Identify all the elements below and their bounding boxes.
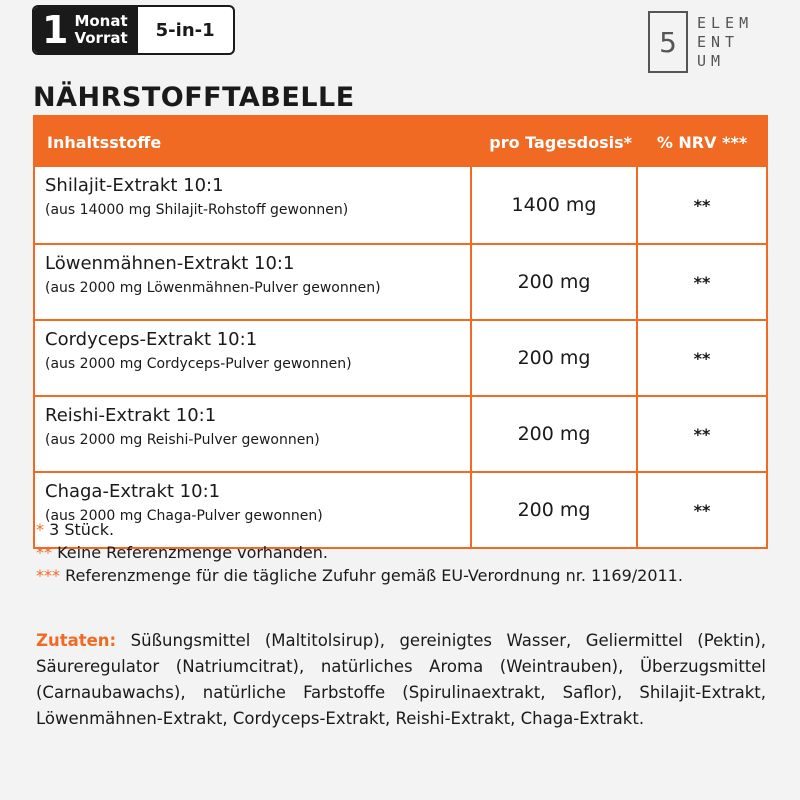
footnotes: [36, 518, 756, 587]
footnote-text: Keine Referenzmenge vorhanden.: [57, 543, 328, 562]
supply-number: 1: [42, 8, 69, 52]
header-dose: pro Tagesdosis*: [489, 132, 632, 152]
ingredient-cell: [35, 167, 472, 243]
footnote-mark: *: [36, 520, 44, 539]
logo-line2: ENT: [697, 32, 740, 51]
nrv-cell: **: [693, 195, 711, 215]
footnote: [36, 541, 756, 564]
ingredient-name: Chaga-Extrakt 10:1: [45, 481, 221, 502]
ingredient-source: (aus 2000 mg Reishi-Pulver gewonnen): [45, 432, 320, 448]
footnote: [36, 518, 756, 541]
footnote-text: Referenzmenge für die tägliche Zufuhr gemäß EU-Verordnung nr. 1169/2011.: [65, 566, 683, 585]
ingredient-source: (aus 2000 mg Löwenmähnen-Pulver gewonnen): [45, 280, 381, 296]
ingredients-list: [36, 628, 766, 732]
logo-line1: ELEM: [697, 13, 754, 32]
ingredient-name: Reishi-Extrakt 10:1: [45, 405, 217, 426]
header-nrv: % NRV ***: [656, 132, 748, 152]
supply-line1: Monat: [74, 12, 128, 30]
dose-cell: 1400 mg: [472, 167, 638, 243]
logo-line3: UM: [697, 51, 726, 70]
ingredient-source: (aus 2000 mg Chaga-Pulver gewonnen): [45, 508, 323, 524]
product-count-label: 5-in-1: [155, 19, 215, 41]
logo-numeral: 5: [648, 11, 688, 73]
ingredient-cell: [35, 321, 472, 395]
footnote-mark: **: [36, 543, 52, 562]
nrv-cell: **: [693, 348, 711, 368]
ingredient-name: Shilajit-Extrakt 10:1: [45, 175, 224, 196]
table-header: [35, 117, 766, 167]
dose-cell: 200 mg: [472, 473, 638, 547]
dose-cell: 200 mg: [472, 321, 638, 395]
ingredients-label: Zutaten:: [36, 631, 117, 650]
ingredient-source: (aus 14000 mg Shilajit-Rohstoff gewonnen): [45, 202, 349, 218]
supply-line2: Vorrat: [74, 29, 128, 47]
table-row: [35, 167, 766, 243]
ingredient-source: (aus 2000 mg Cordyceps-Pulver gewonnen): [45, 356, 352, 372]
brand-logo: [648, 11, 753, 73]
dose-cell: 200 mg: [472, 397, 638, 471]
supply-badge: [32, 5, 235, 55]
ingredient-name: Cordyceps-Extrakt 10:1: [45, 329, 258, 350]
nrv-cell: **: [693, 424, 711, 444]
ingredient-cell: [35, 245, 472, 319]
header-ingredient: Inhaltsstoffe: [47, 132, 162, 152]
nrv-cell: **: [693, 500, 711, 520]
footnote: [36, 564, 756, 587]
footnote-mark: ***: [36, 566, 60, 585]
table-row: [35, 395, 766, 471]
supply-duration: [34, 7, 138, 53]
ingredient-cell: [35, 397, 472, 471]
ingredients-text: Süßungsmittel (Maltitolsirup), gereinigtes Wasser, Geliermittel (Pektin), Säureregulator (Natriumcitrat), natürliches Aroma (Weintrauben), Überzugsmittel (Carnaubawachs), natürliche Farbstoffe (Spirulinaextrakt, Saflor), Shilajit-Extrakt, Löwenmähnen-Extrakt, Cordyceps-Extrakt, Reishi-Extrakt, Chaga-Extrakt.: [36, 631, 767, 728]
footnote-text: 3 Stück.: [49, 520, 115, 539]
nrv-cell: **: [693, 272, 711, 292]
table-row: [35, 243, 766, 319]
dose-cell: 200 mg: [472, 245, 638, 319]
page-title: NÄHRSTOFFTABELLE: [33, 82, 355, 113]
table-row: [35, 319, 766, 395]
ingredient-name: Löwenmähnen-Extrakt 10:1: [45, 253, 295, 274]
table-body: [35, 167, 766, 547]
nutrition-table: [33, 115, 768, 549]
